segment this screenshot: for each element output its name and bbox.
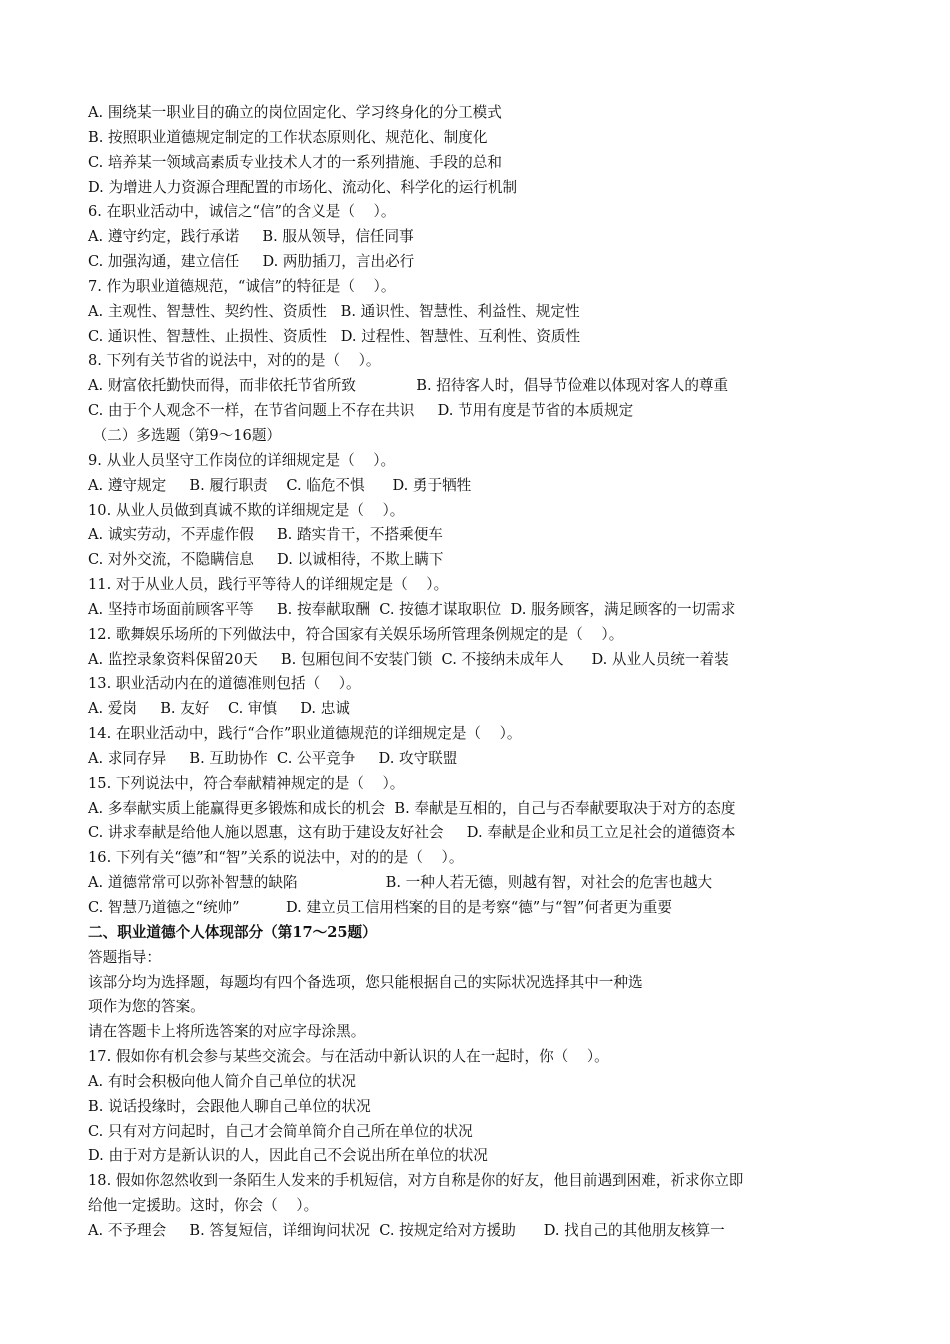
text-line: 14. 在职业活动中，践行“合作”职业道德规范的详细规定是（ ）。 — [88, 725, 522, 743]
text-line: 8. 下列有关节省的说法中，对的的是（ ）。 — [88, 352, 381, 370]
text-line: C. 通识性、智慧性、止损性、资质性 D. 过程性、智慧性、互利性、资质性 — [88, 327, 581, 345]
text-line: A. 遵守约定，践行承诺 B. 服从领导，信任同事 — [88, 228, 414, 246]
text-line: 10. 从业人员做到真诚不欺的详细规定是（ ）。 — [88, 501, 405, 519]
text-line: C. 智慧乃道德之“统帅” D. 建立员工信用档案的目的是考察“德”与“智”何者更为重要 — [88, 899, 672, 916]
text-line: C. 培养某一领域高素质专业技术人才的一系列措施、手段的总和 — [88, 153, 502, 171]
text-line: A. 诚实劳动，不弄虚作假 B. 踏实肯干，不搭乘便车 — [88, 526, 443, 544]
text-line: A. 主观性、智慧性、契约性、资质性 B. 通识性、智慧性、利益性、规定性 — [88, 302, 580, 320]
text-line: 项作为您的答案。 — [88, 998, 205, 1016]
text-line: 答题指导： — [88, 948, 161, 966]
text-line: C. 由于个人观念不一样，在节省问题上不存在共识 D. 节用有度是节省的本质规定 — [88, 402, 634, 420]
text-line: 13. 职业活动内在的道德准则包括（ ）。 — [88, 675, 361, 693]
text-line: 15. 下列说法中，符合奉献精神规定的是（ ）。 — [88, 774, 405, 792]
text-line: A. 监控录象资料保留20天 B. 包厢包间不安装门锁 C. 不接纳未成年人 D. 从业人员统一着装 — [88, 650, 729, 668]
text-line: A. 不予理会 B. 答复短信，详细询问状况 C. 按规定给对方援助 D. 找自己的其他朋友核算一 — [88, 1221, 725, 1239]
text-line: 18. 假如你忽然收到一条陌生人发来的手机短信，对方自称是你的好友，他目前遇到困难，祈求你立即 — [88, 1172, 744, 1190]
text-line: 17. 假如你有机会参与某些交流会。与在活动中新认识的人在一起时，你（ ）。 — [88, 1048, 609, 1066]
document-body — [88, 101, 878, 1244]
text-line: A. 爱岗 B. 友好 C. 审慎 D. 忠诚 — [88, 700, 350, 718]
section-heading: 二、职业道德个人体现部分（第17～25题） — [88, 923, 377, 941]
text-line: 6. 在职业活动中，诚信之“信”的含义是（ ）。 — [88, 203, 396, 221]
text-line: A. 遵守规定 B. 履行职责 C. 临危不惧 D. 勇于牺牲 — [88, 476, 472, 494]
text-line: C. 加强沟通，建立信任 D. 两肋插刀，言出必行 — [88, 253, 415, 271]
text-line: D. 由于对方是新认识的人，因此自己不会说出所在单位的状况 — [88, 1147, 488, 1165]
text-line: C. 只有对方问起时，自己才会简单简介自己所在单位的状况 — [88, 1122, 473, 1140]
text-line: 7. 作为职业道德规范，“诚信”的特征是（ ）。 — [88, 277, 396, 295]
text-line: 11. 对于从业人员，践行平等待人的详细规定是（ ）。 — [88, 576, 449, 594]
text-line: D. 为增进人力资源合理配置的市场化、流动化、科学化的运行机制 — [88, 178, 518, 196]
text-line: C. 对外交流，不隐瞒信息 D. 以诚相待，不欺上瞒下 — [88, 551, 444, 569]
text-line: A. 坚持市场面前顾客平等 B. 按奉献取酬 C. 按德才谋取职位 D. 服务顾客，满足顾客的一切需求 — [88, 600, 736, 618]
text-line: B. 按照职业道德规定制定的工作状态原则化、规范化、制度化 — [88, 128, 488, 146]
text-line: A. 有时会积极向他人简介自己单位的状况 — [88, 1072, 356, 1090]
text-line: 该部分均为选择题，每题均有四个备选项，您只能根据自己的实际状况选择其中一种选 — [88, 973, 643, 991]
text-line: A. 多奉献实质上能赢得更多锻炼和成长的机会 B. 奉献是互相的，自己与否奉献要取决于对方的态度 — [88, 799, 736, 817]
text-line: 9. 从业人员坚守工作岗位的详细规定是（ ）。 — [88, 451, 396, 469]
text-line: A. 道德常常可以弥补智慧的缺陷 B. 一种人若无德，则越有智，对社会的危害也越大 — [88, 874, 713, 892]
text-line: A. 求同存异 B. 互助协作 C. 公平竞争 D. 攻守联盟 — [88, 749, 458, 767]
text-line: 12. 歌舞娱乐场所的下列做法中，符合国家有关娱乐场所管理条例规定的是（ ）。 — [88, 625, 624, 643]
text-line: （二）多选题（第9～16题） — [88, 426, 282, 444]
text-line: C. 讲求奉献是给他人施以恩惠，这有助于建设友好社会 D. 奉献是企业和员工立足社会的道德资本 — [88, 824, 736, 842]
text-line: 请在答题卡上将所选答案的对应字母涂黑。 — [88, 1023, 366, 1041]
text-line: 给他一定援助。这时，你会（ ）。 — [88, 1197, 319, 1215]
text-line: 16. 下列有关“德”和“智”关系的说法中，对的的是（ ）。 — [88, 849, 464, 867]
text-line: A. 围绕某一职业目的确立的岗位固定化、学习终身化的分工模式 — [88, 104, 502, 121]
text-line: A. 财富依托勤快而得，而非依托节省所致 B. 招待客人时，倡导节俭难以体现对客人的尊重 — [88, 377, 729, 395]
text-line: B. 说话投缘时，会跟他人聊自己单位的状况 — [88, 1097, 371, 1115]
